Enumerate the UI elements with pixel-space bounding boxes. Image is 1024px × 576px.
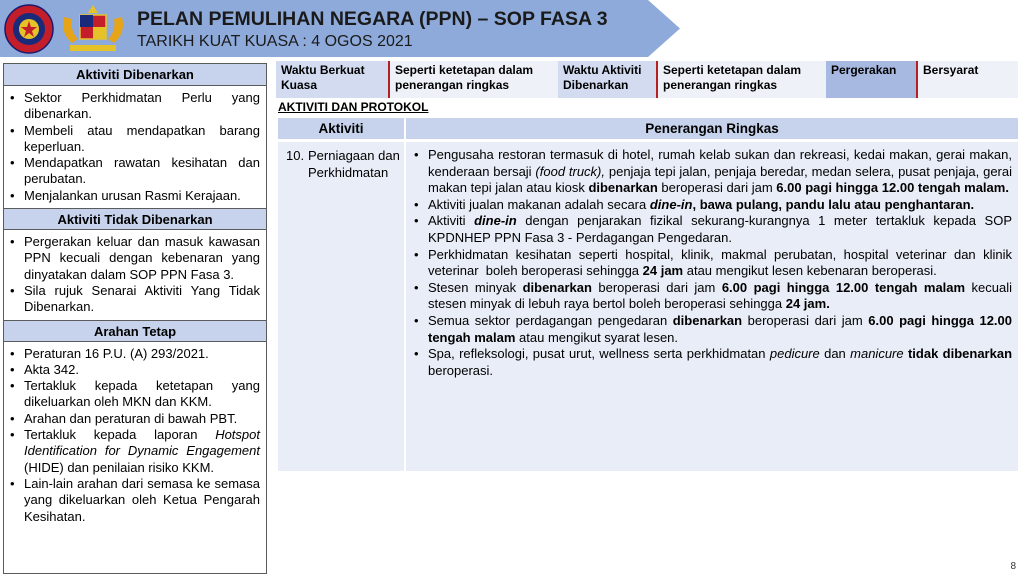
movement-value: Bersyarat <box>918 61 1018 98</box>
list-item: • Arahan dan peraturan di bawah PBT. <box>10 411 260 427</box>
effective-date: TARIKH KUAT KUASA : 4 OGOS 2021 <box>137 33 413 50</box>
column-header-description: Penerangan Ringkas <box>406 118 1018 139</box>
description-list <box>412 147 1012 379</box>
allowed-activities-list <box>4 86 266 208</box>
row-activity: Perniagaan dan Perkhidmatan <box>308 148 400 180</box>
list-item: • Akta 342. <box>10 362 260 378</box>
column-header-activity: Aktiviti <box>278 118 404 139</box>
activity-time-label: Waktu Aktiviti Dibenarkan <box>558 61 658 98</box>
activity-cell <box>278 142 404 471</box>
list-item: • Aktiviti jualan makanan adalah secara dine-in, bawa pulang, pandu lalu atau penghantaran. <box>412 197 1012 214</box>
movement-label: Pergerakan <box>826 61 918 98</box>
list-item: • Sektor Perkhidmatan Perlu yang dibenarkan. <box>10 90 260 123</box>
effective-time-value: Seperti ketetapan dalam penerangan ringkas <box>390 61 558 98</box>
page-title: PELAN PEMULIHAN NEGARA (PPN) – SOP FASA 3 <box>137 8 608 30</box>
header-band <box>0 0 680 57</box>
page-number: 8 <box>1010 561 1016 572</box>
list-item: • Mendapatkan rawatan kesihatan dan perubatan. <box>10 155 260 188</box>
list-item: • Membeli atau mendapatkan barang keperluan. <box>10 123 260 156</box>
list-item: • Tertakluk kepada ketetapan yang dikeluarkan oleh MKN dan KKM. <box>10 378 260 411</box>
description-cell <box>406 142 1018 471</box>
list-item: • Semua sektor perdagangan pengedaran dibenarkan beroperasi dari jam 6.00 pagi hingga 12.00 tengah malam atau mengikut syarat lesen. <box>412 313 1012 346</box>
activity-time-value: Seperti ketetapan dalam penerangan ringkas <box>658 61 826 98</box>
list-item: • Menjalankan urusan Rasmi Kerajaan. <box>10 188 260 204</box>
list-item: • Pergerakan keluar dan masuk kawasan PPN kecuali dengan kebenaran yang dinyatakan dalam SOP PPN Fasa 3. <box>10 234 260 283</box>
list-item: • Peraturan 16 P.U. (A) 293/2021. <box>10 346 260 362</box>
standing-orders-list <box>4 342 266 529</box>
row-number: 10. <box>286 148 305 163</box>
list-item: • Sila rujuk Senarai Aktiviti Yang Tidak Dibenarkan. <box>10 283 260 316</box>
standing-orders-heading: Arahan Tetap <box>4 320 266 342</box>
disallowed-activities-heading: Aktiviti Tidak Dibenarkan <box>4 208 266 230</box>
mkn-logo <box>4 4 54 54</box>
effective-time-label: Waktu Berkuat Kuasa <box>276 61 390 98</box>
list-item: • Spa, refleksologi, pusat urut, wellness serta perkhidmatan pedicure dan manicure tidak dibenarkan beroperasi. <box>412 346 1012 379</box>
list-item: • Tertakluk kepada laporan Hotspot Identification for Dynamic Engagement (HIDE) dan penilaian risiko KKM. <box>10 427 260 476</box>
info-strip <box>276 61 1018 98</box>
activity-table <box>276 118 1018 471</box>
left-panel <box>3 63 267 574</box>
list-item: • Perkhidmatan kesihatan seperti hospital, klinik, makmal perubatan, hospital veterinar dan klinik veterinar boleh beroperasi sehingga 24 jam atau mengikut lesen kebenaran beroperasi. <box>412 247 1012 280</box>
disallowed-activities-list <box>4 230 266 319</box>
list-item: • Lain-lain arahan dari semasa ke semasa yang dikeluarkan oleh Ketua Pengarah Kesihatan. <box>10 476 260 525</box>
list-item: • Pengusaha restoran termasuk di hotel, rumah kelab sukan dan rekreasi, kedai makan, gerai makan, kenderaan bersaji (food truck), penjaja tepi jalan, penjaja beredar, medan selera, pusat penjaja, gerai makan tepi jalan atau kiosk dibenarkan beroperasi dari jam 6.00 pagi hingga 12.00 tengah malam. <box>412 147 1012 197</box>
allowed-activities-heading: Aktiviti Dibenarkan <box>4 64 266 86</box>
protocol-heading: AKTIVITI DAN PROTOKOL <box>278 100 429 114</box>
list-item: • Aktiviti dine-in dengan penjarakan fizikal sekurang-kurangnya 1 meter tertakluk kepada SOP KPDNHEP PPN Fasa 3 - Perdagangan Pengedaran. <box>412 213 1012 246</box>
malaysia-coat-of-arms <box>58 3 128 55</box>
list-item: • Stesen minyak dibenarkan beroperasi dari jam 6.00 pagi hingga 12.00 tengah malam kecuali stesen minyak di lebuh raya bertol boleh beroperasi sehingga 24 jam. <box>412 280 1012 313</box>
